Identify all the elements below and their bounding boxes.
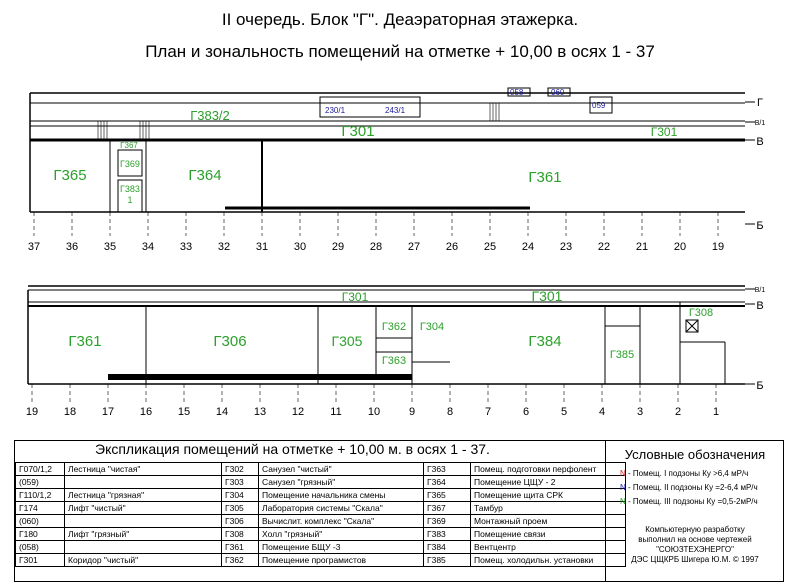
axis-label: 37 (27, 241, 41, 253)
legend-cell: Г385 (424, 554, 471, 567)
legend-cell: Г363 (424, 463, 471, 476)
room-label: Г384 (528, 333, 562, 350)
legend-cell: Помещение програмистов (259, 554, 424, 567)
legend-cell: Г303 (222, 476, 259, 489)
legend-cell: (059) (16, 476, 65, 489)
legend-cell: Помещение связи (471, 528, 626, 541)
legend-cell: Г308 (222, 528, 259, 541)
legend-cell: Лифт "грязный" (65, 528, 222, 541)
room-label: Г383 (120, 184, 140, 194)
top-blue-labels (325, 88, 606, 115)
room-label: Г369 (120, 159, 140, 169)
legend-cell: Г174 (16, 502, 65, 515)
legend-cell: Г367 (424, 502, 471, 515)
legend-cell: Г110/1,2 (16, 489, 65, 502)
ref-label: 060 (551, 88, 565, 97)
credit-line: ДЭС ЦЩКРБ Шигера Ю.М. © 1997 (631, 555, 759, 564)
legend-cell (65, 476, 222, 489)
legend-cell: Г369 (424, 515, 471, 528)
bottom-plan (28, 286, 755, 384)
room-label: Г365 (53, 167, 87, 184)
legend-cell: Г364 (424, 476, 471, 489)
convention-letter: N (620, 469, 626, 478)
top-axis-lines (34, 212, 718, 236)
row-label: В/1 (754, 120, 766, 127)
axis-label: 5 (560, 406, 568, 418)
row-label: Б (756, 220, 764, 232)
legend-cell: Г306 (222, 515, 259, 528)
legend-cell: Монтажный проем (471, 515, 626, 528)
axis-label: 23 (559, 241, 573, 253)
convention-text: - Помещ. I подзоны Ку >6,4 мР/ч (625, 469, 749, 478)
axis-label: 18 (63, 406, 77, 418)
row-label: В (756, 300, 764, 312)
conventions-panel (605, 441, 784, 581)
axis-label: 31 (255, 241, 269, 253)
legend-cell: Г383 (424, 528, 471, 541)
axis-label: 33 (179, 241, 193, 253)
room-label: Г362 (381, 321, 407, 333)
legend-cell: Г384 (424, 541, 471, 554)
room-label: Г304 (419, 321, 445, 333)
ref-label: 230/1 (325, 106, 346, 115)
ref-label: 059 (592, 101, 606, 110)
legend-cell: Г362 (222, 554, 259, 567)
legend-row (16, 476, 626, 489)
bottom-room-labels (68, 288, 713, 367)
legend-row (16, 515, 626, 528)
legend-cell (65, 515, 222, 528)
legend-cell: Г365 (424, 489, 471, 502)
row-label: В/1 (754, 287, 766, 294)
axis-label: 16 (139, 406, 153, 418)
legend-cell: (058) (16, 541, 65, 554)
row-label: Г (757, 97, 763, 109)
legend-cell: (060) (16, 515, 65, 528)
room-label: Г361 (528, 169, 562, 186)
room-label: Г301 (650, 125, 678, 139)
room-label: Г301 (341, 123, 375, 140)
legend-cell: Помещение БЩУ -3 (259, 541, 424, 554)
axis-label: 4 (598, 406, 606, 418)
room-label: Г361 (68, 333, 102, 350)
legend-cell: Вентцентр (471, 541, 626, 554)
legend-cell: Санузел "чистый" (259, 463, 424, 476)
axis-label: 24 (521, 241, 535, 253)
legend-cell: Тамбур (471, 502, 626, 515)
legend-title: Экспликация помещений на отметке + 10,00 м. в осях 1 - 37. (95, 441, 490, 457)
title-line-1: II очередь. Блок "Г". Деаэраторная этажерка. (221, 10, 579, 29)
axis-label: 36 (65, 241, 79, 253)
convention-text: - Помещ. III подзоны Ку =0,5-2мР/ч (625, 497, 758, 506)
convention-subzone-3 (620, 497, 758, 506)
axis-label: 3 (636, 406, 644, 418)
legend-cell: Помещение ЦЩУ - 2 (471, 476, 626, 489)
legend-cell: Г305 (222, 502, 259, 515)
axis-label: 19 (711, 241, 725, 253)
room-label: Г308 (688, 307, 714, 319)
legend-table-body (16, 463, 626, 567)
legend-panel (14, 440, 784, 582)
legend-cell: Г070/1,2 (16, 463, 65, 476)
legend-cell: Г301 (16, 554, 65, 567)
title-line-2: План и зональность помещений на отметке + 10,00 в осях 1 - 37 (145, 42, 655, 61)
legend-cell: Помещ. подготовки перфолент (471, 463, 626, 476)
axis-label: 21 (635, 241, 649, 253)
legend-cell (65, 541, 222, 554)
room-label: Г305 (331, 333, 363, 349)
room-label: 1 (127, 195, 133, 205)
legend-cell: Лестница "чистая" (65, 463, 222, 476)
credit-line: Компьютерную разработку (645, 525, 745, 534)
legend-row (16, 528, 626, 541)
credit-line: "СОЮЗТЕХЭНЕРГО" (656, 545, 734, 554)
legend-cell: Лифт "чистый" (65, 502, 222, 515)
legend-row (16, 541, 626, 554)
room-label: Г364 (188, 167, 222, 184)
axis-label: 17 (101, 406, 115, 418)
top-room-labels (53, 108, 677, 205)
axis-label: 10 (367, 406, 381, 418)
axis-label: 13 (253, 406, 267, 418)
axis-label: 28 (369, 241, 383, 253)
legend-row (16, 502, 626, 515)
credit-line: выполнил на основе чертежей (638, 535, 752, 544)
bottom-axis-markers (26, 406, 719, 418)
axis-label: 9 (408, 406, 416, 418)
axis-label: 35 (103, 241, 117, 253)
legend-cell: Г302 (222, 463, 259, 476)
legend-cell: Г180 (16, 528, 65, 541)
legend-cell: Помещение начальника смены (259, 489, 424, 502)
axis-label: 11 (330, 406, 342, 418)
bottom-axis-lines (32, 384, 716, 402)
convention-subzone-1 (620, 469, 748, 478)
legend-cell: Г304 (222, 489, 259, 502)
ref-label: 243/1 (385, 106, 406, 115)
convention-letter: N (620, 497, 626, 506)
room-label: Г367 (120, 141, 138, 150)
axis-label: 27 (407, 241, 421, 253)
legend-cell: Холл "грязный" (259, 528, 424, 541)
axis-label: 26 (445, 241, 459, 253)
axis-label: 25 (483, 241, 497, 253)
axis-label: 8 (446, 406, 454, 418)
room-label: Г301 (341, 290, 369, 304)
room-label: Г383/2 (190, 108, 230, 123)
credit-block (606, 525, 784, 565)
convention-letter: N (620, 483, 626, 492)
legend-cell: Коридор "чистый" (65, 554, 222, 567)
legend-cell: Помещение щита СРК (471, 489, 626, 502)
top-row-labels (755, 97, 766, 232)
axis-label: 30 (293, 241, 307, 253)
top-axis-markers (28, 241, 724, 253)
room-label: Г306 (213, 333, 247, 350)
legend-cell: Санузел "грязный" (259, 476, 424, 489)
axis-label: 20 (673, 241, 687, 253)
axis-label: 12 (291, 406, 305, 418)
axis-label: 32 (217, 241, 231, 253)
room-label: Г363 (381, 355, 407, 367)
legend-table (15, 462, 626, 567)
axis-label: 19 (25, 406, 39, 418)
convention-subzone-2 (620, 483, 758, 492)
convention-text: - Помещ. II подзоны Ку =2-6,4 мР/ч (625, 483, 758, 492)
legend-row (16, 463, 626, 476)
bottom-row-labels (755, 287, 766, 392)
axis-label: 15 (177, 406, 191, 418)
conventions-title: Условные обозначения (624, 447, 766, 462)
row-label: Б (756, 380, 764, 392)
room-label: Г301 (531, 288, 563, 304)
legend-cell: Вычислит. комплекс "Скала" (259, 515, 424, 528)
legend-cell: Лаборатория системы "Скала" (259, 502, 424, 515)
ref-label: 058 (510, 88, 524, 97)
legend-cell: Помещ. холодильн. установки (471, 554, 626, 567)
legend-row (16, 489, 626, 502)
legend-cell: Лестница "грязная" (65, 489, 222, 502)
row-label: В (756, 136, 764, 148)
axis-label: 14 (215, 406, 229, 418)
room-label: Г385 (609, 349, 635, 361)
axis-label: 2 (674, 406, 682, 418)
axis-label: 6 (522, 406, 530, 418)
axis-label: 7 (484, 406, 492, 418)
legend-cell: Г361 (222, 541, 259, 554)
axis-label: 29 (331, 241, 345, 253)
legend-row (16, 554, 626, 567)
axis-label: 22 (597, 241, 611, 253)
axis-label: 34 (141, 241, 155, 253)
axis-label: 1 (712, 406, 720, 418)
